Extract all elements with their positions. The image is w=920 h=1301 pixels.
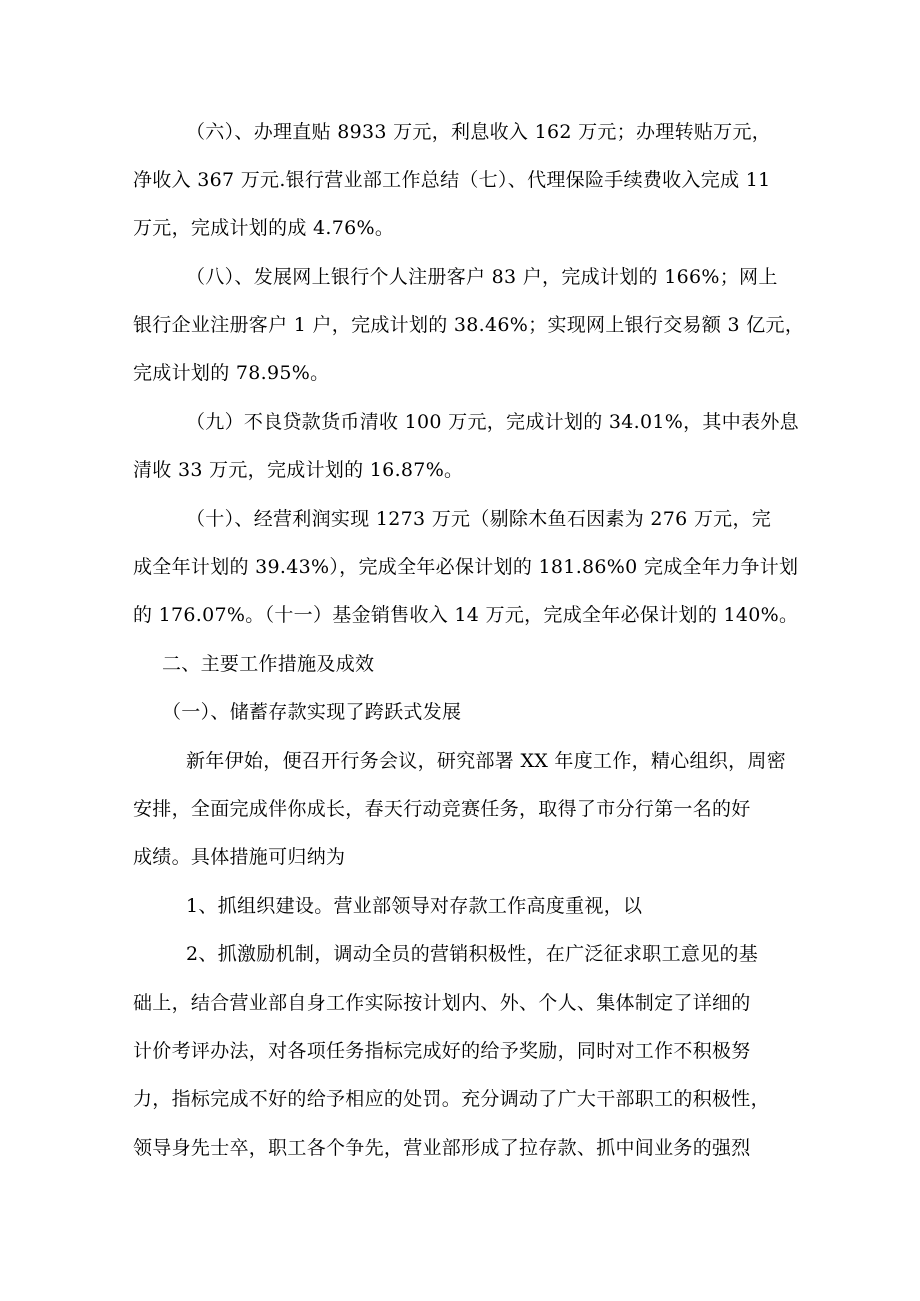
item-2-line-4: 力，指标完成不好的给予相应的处罚。充分调动了广大干部职工的积极性， [133,1088,770,1110]
paragraph-6-line-1: （六）、办理直贴 8933 万元，利息收入 162 万元；办理转贴万元， [186,121,772,143]
intro-paragraph-line-3: 成绩。具体措施可归纳为 [133,846,346,868]
paragraph-9-line-1: （九）不良贷款货币清收 100 万元，完成计划的 34.01%，其中表外息 [186,411,799,433]
paragraph-10-line-2: 成全年计划的 39.43%），完成全年必保计划的 181.86%0 完成全年力争计划 [133,556,799,578]
section-heading: 二、主要工作措施及成效 [162,653,375,675]
item-2-line-1: 2、抓激励机制，调动全员的营销积极性，在广泛征求职工意见的基 [186,943,759,965]
subsection-heading: （一）、储蓄存款实现了跨跃式发展 [162,701,462,723]
paragraph-8-line-2: 银行企业注册客户 1 户，完成计划的 38.46%；实现网上银行交易额 3 亿元， [133,314,805,336]
intro-paragraph-line-1: 新年伊始，便召开行务会议，研究部署 XX 年度工作，精心组织，周密 [186,750,787,772]
item-2-line-5: 领导身先士卒，职工各个争先，营业部形成了拉存款、抓中间业务的强烈 [133,1137,751,1159]
paragraph-6-line-2: 净收入 367 万元.银行营业部工作总结（七）、代理保险手续费收入完成 11 [133,169,771,191]
paragraph-8-line-1: （八）、发展网上银行个人注册客户 83 户，完成计划的 166%；网上 [186,266,778,288]
item-2-line-3: 计价考评办法，对各项任务指标完成好的给予奖励，同时对工作不积极努 [133,1040,751,1062]
paragraph-9-line-2: 清收 33 万元，完成计划的 16.87%。 [133,459,464,481]
intro-paragraph-line-2: 安排，全面完成伴你成长，春天行动竞赛任务，取得了市分行第一名的好 [133,798,751,820]
paragraph-8-line-3: 完成计划的 78.95%。 [133,362,330,384]
paragraph-10-line-3: 的 176.07%。（十一）基金销售收入 14 万元，完成全年必保计划的 140%。 [133,604,799,626]
paragraph-10-line-1: （十）、经营利润实现 1273 万元（剔除木鱼石因素为 276 万元，完 [186,508,772,530]
item-2-line-2: 础上，结合营业部自身工作实际按计划内、外、个人、集体制定了详细的 [133,992,751,1014]
item-1-line-1: 1、抓组织建设。营业部领导对存款工作高度重视，以 [186,895,643,917]
paragraph-6-line-3: 万元，完成计划的成 4.76%。 [133,217,395,239]
